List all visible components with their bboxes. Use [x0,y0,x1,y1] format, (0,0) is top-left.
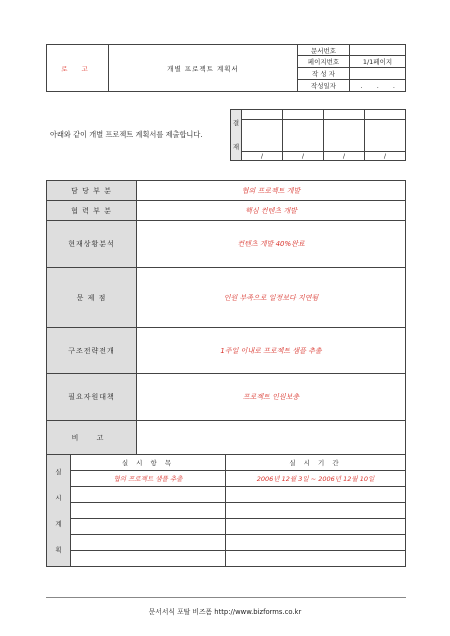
form-row [47,181,406,201]
side-char: 시 [55,493,62,502]
impl-period[interactable] [226,519,406,535]
impl-item[interactable] [71,551,226,567]
meta-value[interactable] [350,68,406,80]
table-row [47,503,406,519]
header-table [46,44,406,92]
impl-item[interactable] [71,503,226,519]
approval-jae: 재 [232,143,240,151]
implementation-table [46,454,406,567]
form-value[interactable]: 프로젝트 인원보충 [137,374,406,421]
logo: 로 고 [47,45,109,92]
side-char: 실 [55,467,62,476]
meta-value[interactable] [350,45,406,56]
approval-date-cell[interactable]: / [242,152,283,161]
form-value[interactable] [137,421,406,455]
approval-title-cell[interactable] [324,110,365,120]
document-title: 개별 프로젝트 계획서 [109,45,298,92]
form-label: 담 당 부 분 [47,181,137,201]
form-label: 필요자원대책 [47,374,137,421]
plan-form-table [46,180,406,455]
footer-divider [46,597,406,598]
approval-table [230,109,406,161]
impl-item[interactable] [71,535,226,551]
form-row [47,268,406,328]
form-row [47,421,406,455]
form-row [47,221,406,268]
approval-date-cell[interactable]: / [324,152,365,161]
approval-title-cell[interactable] [365,110,406,120]
impl-item[interactable]: 협의 프로젝트 샘플 추출 [71,471,226,487]
approval-title-cell[interactable] [242,110,283,120]
approval-sign-cell[interactable] [365,120,406,152]
form-value[interactable]: 컨텐츠 개발 40%완료 [137,221,406,268]
approval-title-cell[interactable] [283,110,324,120]
approval-label [231,110,242,161]
form-value[interactable]: 인원 부족으로 일정보다 지연됨 [137,268,406,328]
impl-period[interactable] [226,487,406,503]
approval-sign-cell[interactable] [324,120,365,152]
approval-sign-cell[interactable] [242,120,283,152]
footer-text: 문서서식 포탈 비즈폼 http://www.bizforms.co.kr [148,608,302,616]
impl-period[interactable] [226,503,406,519]
form-row [47,374,406,421]
column-header-period: 실 시 기 간 [226,455,406,471]
approval-sign-cell[interactable] [283,120,324,152]
table-row [47,551,406,567]
meta-label: 작 성 자 [298,68,350,80]
impl-period[interactable] [226,551,406,567]
side-char: 계 [55,519,62,528]
column-header-item: 실 시 항 목 [71,455,226,471]
form-value[interactable]: 핵심 컨텐츠 개발 [137,201,406,221]
table-row [47,535,406,551]
form-value[interactable]: 1주일 이내로 프로젝트 샘플 추출 [137,328,406,374]
table-row [47,519,406,535]
form-label: 구조전략전개 [47,328,137,374]
side-char: 획 [55,545,62,554]
form-label: 비 고 [47,421,137,455]
approval-date-cell[interactable]: / [283,152,324,161]
approval-kyul: 결 [232,119,240,127]
meta-label: 문서번호 [298,45,350,56]
impl-item[interactable] [71,519,226,535]
table-row [47,487,406,503]
impl-period[interactable] [226,535,406,551]
implementation-side-label [47,455,71,567]
intro-text: 아래와 같이 개별 프로젝트 계획서를 제출합니다. [50,130,203,139]
meta-value[interactable]: 1/1페이지 [350,56,406,68]
form-value[interactable]: 협의 프로젝트 개발 [137,181,406,201]
meta-label: 페이지번호 [298,56,350,68]
impl-item[interactable] [71,487,226,503]
meta-value[interactable]: . . . [350,80,406,92]
form-row [47,328,406,374]
form-row [47,201,406,221]
form-label: 협 력 부 분 [47,201,137,221]
approval-date-cell[interactable]: / [365,152,406,161]
impl-period[interactable]: 2006년 12월 3일 ~ 2006년 12월 10일 [226,471,406,487]
meta-label: 작성일자 [298,80,350,92]
form-label: 현재상황분석 [47,221,137,268]
form-label: 문 제 점 [47,268,137,328]
table-row [47,471,406,487]
